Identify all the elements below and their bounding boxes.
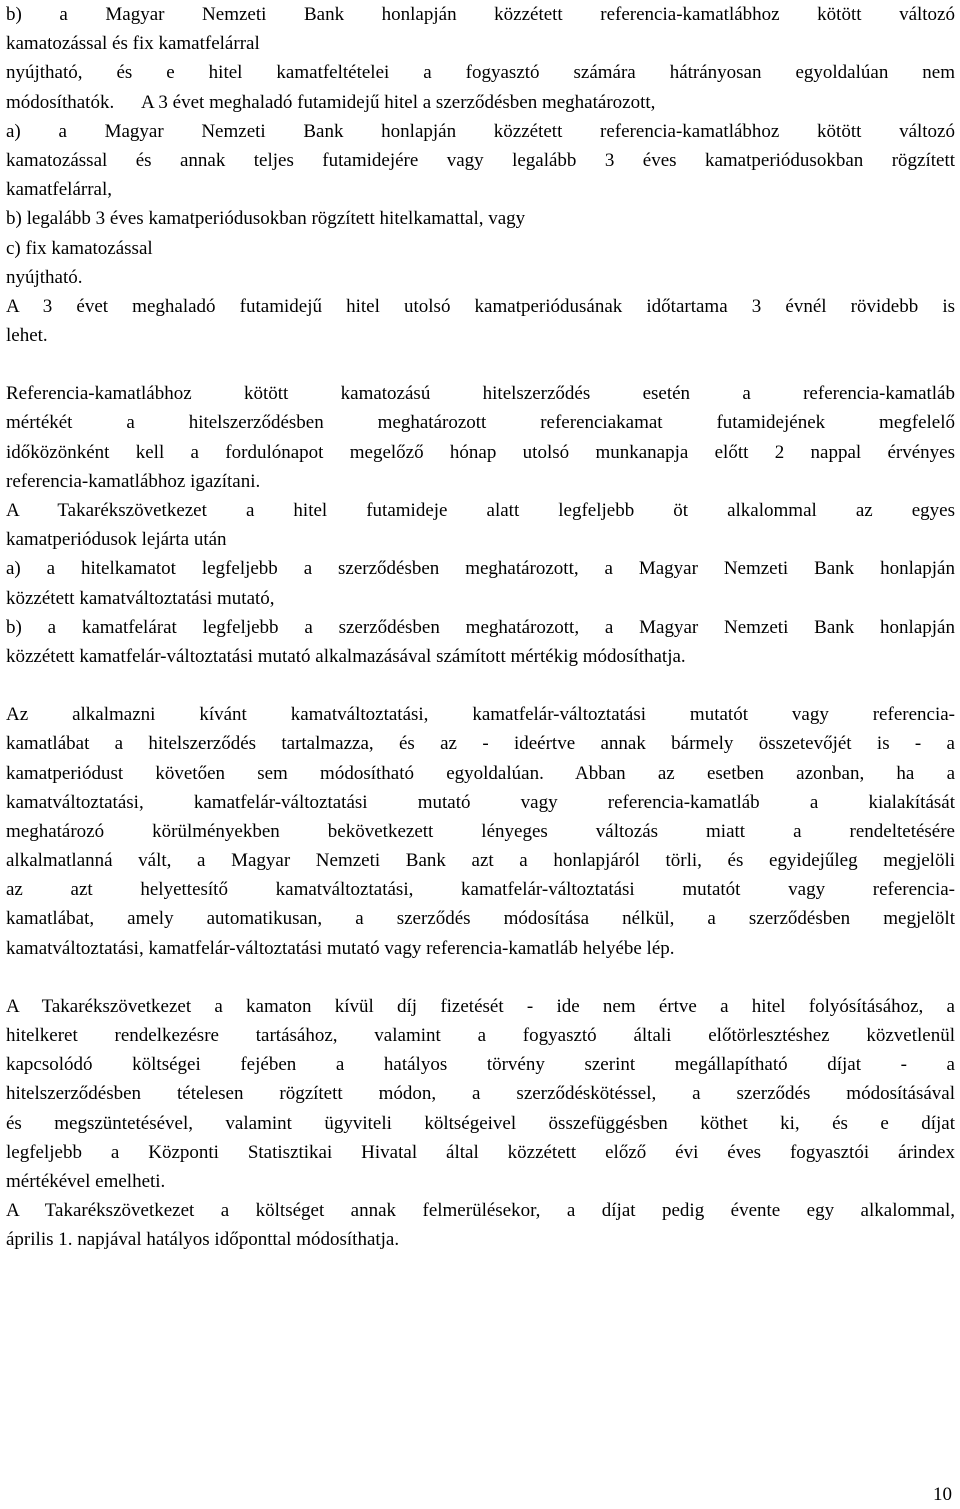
text-line: nyújtható, és e hitel kamatfeltételei a fogyasztó számára hátrányosan egyoldalúan nem (6, 62, 955, 84)
paragraph-spacer (6, 671, 955, 700)
text-line: kamatfelárral, (6, 179, 113, 201)
paragraph-5 (6, 992, 955, 1255)
text-line: A 3 évet meghaladó futamidejű hitel utolsó kamatperiódusának időtartama 3 évnél rövidebb is (6, 295, 955, 317)
text-line: Referencia-kamatlábhoz kötött kamatozású hitelszerződés esetén a referencia-kamatláb (6, 383, 955, 405)
text-line: A Takarékszövetkezet a költséget annak felmerülésekor, a díjat pedig évente egy alkalommal, (6, 1200, 955, 1222)
paragraph-3 (6, 379, 955, 671)
text-line: az azt helyettesítő kamatváltoztatási, kamatfelár-változtatási mutatót vagy referencia- (6, 879, 955, 901)
text-line: kamatváltoztatási, kamatfelár-változtatási mutató vagy referencia-kamatláb helyébe lép. (6, 937, 675, 959)
text-line: kamatozással és annak teljes futamidejére vagy legalább 3 éves kamatperiódusokban rögzített (6, 149, 955, 171)
text-line: kamatlábat a hitelszerződés tartalmazza, és az - ideértve annak bármely összetevőjét is - a (6, 733, 955, 755)
text-line: kamatperiódusok lejárta után (6, 529, 227, 551)
text-line: a) a Magyar Nemzeti Bank honlapján közzétett referencia-kamatlábhoz kötött változó (6, 120, 955, 142)
document-body (6, 0, 955, 1255)
text-line: meghatározó körülményekben bekövetkezett lényeges változás miatt a rendeltetésére (6, 820, 955, 842)
text-line: kamatperiódust követően sem módosítható egyoldalúan. Abban az esetben azonban, ha a (6, 762, 955, 784)
paragraph-spacer (6, 350, 955, 379)
text-line: A Takarékszövetkezet a kamaton kívül díj fizetését - ide nem értve a hitel folyósításához, a (6, 995, 955, 1017)
text-line: b) a Magyar Nemzeti Bank honlapján közzétett referencia-kamatlábhoz kötött változó (6, 4, 955, 25)
page-number: 10 (933, 1484, 952, 1505)
text-line: április 1. napjával hatályos időponttal módosíthatja. (6, 1229, 400, 1251)
text-line: hitelkeret rendelkezésre tartásához, valamint a fogyasztó általi előtörlesztéshez közvetlenül (6, 1025, 955, 1046)
text-line: Az alkalmazni kívánt kamatváltoztatási, kamatfelár-változtatási mutatót vagy referencia- (6, 704, 955, 726)
text-line: módosíthatók. (6, 91, 115, 113)
text-line: alkalmatlanná vált, a Magyar Nemzeti Bank azt a honlapjáról törli, és egyidejűleg megjelöli (6, 850, 955, 872)
text-line: közzétett kamatváltoztatási mutató, (6, 587, 275, 609)
text-line: mértékét a hitelszerződésben meghatározott referenciakamat futamidejének megfelelő (6, 412, 955, 434)
text-line: időközönként kell a fordulónapot megelőző hónap utolsó munkanapja előtt 2 nappal érvényes (6, 441, 955, 463)
text-line: lehet. (6, 325, 48, 347)
text-line: kamatozással és fix kamatfelárral (6, 33, 260, 55)
text-line: kamatlábat, amely automatikusan, a szerződés módosítása nélkül, a szerződésben megjelölt (6, 908, 955, 930)
text-line: közzétett kamatfelár-változtatási mutató alkalmazásával számított mértékig módosíthatja. (6, 645, 686, 667)
text-line: nyújtható. (6, 266, 83, 288)
paragraph-spacer (6, 963, 955, 992)
text-line: c) fix kamatozással (6, 237, 153, 259)
text-line: kapcsolódó költségei fejében a hatályos törvény szerint megállapítható díjat - a (6, 1054, 955, 1076)
text-line: referencia-kamatlábhoz igazítani. (6, 470, 261, 492)
text-line: b) legalább 3 éves kamatperiódusokban rögzített hitelkamattal, vagy (6, 208, 526, 230)
text-line: és megszüntetésével, valamint ügyviteli költségeivel összefüggésben köthet ki, és e díjat (6, 1112, 955, 1134)
paragraph-4 (6, 700, 955, 963)
text-line: mértékével emelheti. (6, 1170, 166, 1192)
text-line: hitelszerződésben tételesen rögzített módon, a szerződéskötéssel, a szerződés módosításával (6, 1083, 955, 1105)
text-line: legfeljebb a Központi Statisztikai Hivatal által közzétett előző évi éves fogyasztói árindex (6, 1141, 955, 1163)
text-line: A 3 évet meghaladó futamidejű hitel a szerződésben meghatározott, (141, 91, 656, 113)
text-line: A Takarékszövetkezet a hitel futamideje alatt legfeljebb öt alkalommal az egyes (6, 500, 955, 521)
paragraph-2 (6, 88, 955, 351)
text-line: a) a hitelkamatot legfeljebb a szerződésben meghatározott, a Magyar Nemzeti Bank honlapján (6, 558, 955, 580)
text-line: kamatváltoztatási, kamatfelár-változtatási mutató vagy referencia-kamatláb a kialakítását (6, 791, 955, 813)
text-line: b) a kamatfelárat legfeljebb a szerződésben meghatározott, a Magyar Nemzeti Bank honlapján (6, 616, 955, 638)
